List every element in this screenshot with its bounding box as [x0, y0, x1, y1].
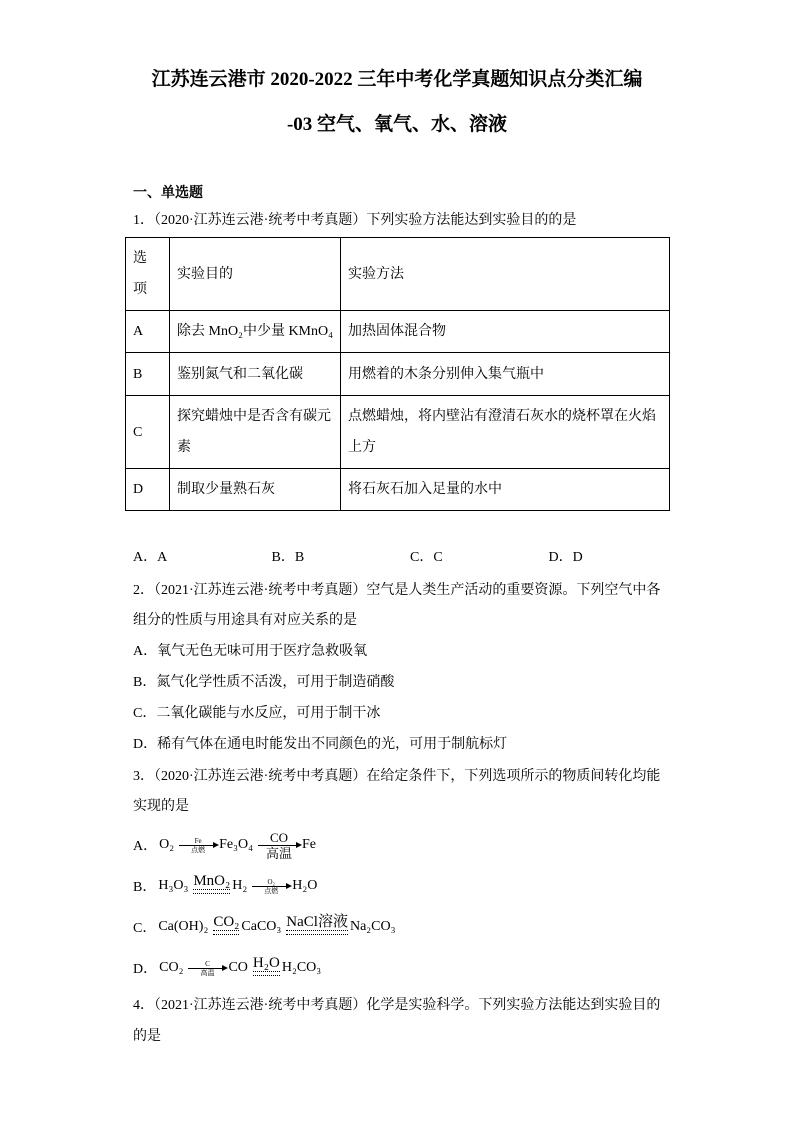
- formula: H₂: [232, 878, 248, 893]
- choice-letter: D．: [133, 962, 158, 977]
- row-option: B: [126, 353, 170, 396]
- row-method: 加热固体混合物: [341, 311, 670, 353]
- formula: Na₂CO₃: [349, 919, 396, 934]
- q3-choice-b: [133, 866, 319, 906]
- q1-choice-c: C．C: [410, 550, 443, 565]
- q1-table: [125, 237, 670, 511]
- reaction-arrow-icon: [188, 960, 226, 977]
- q1-choices: [133, 548, 687, 568]
- formula: H₂CO₃: [281, 960, 322, 975]
- row-method: 用燃着的木条分别伸入集气瓶中: [341, 353, 670, 396]
- reaction-arrow-icon: [252, 878, 290, 895]
- row-method: 将石灰石加入足量的水中: [341, 469, 670, 511]
- q1-choice-d: D．D: [548, 550, 583, 565]
- arrow-bottom-label: 高温: [265, 845, 292, 861]
- q1-choice-a: A．A: [133, 550, 168, 565]
- choice-letter: A．: [133, 839, 158, 854]
- row-purpose: 除去 MnO₂中少量 KMnO₄: [170, 311, 341, 353]
- q2-choice-d: D．稀有气体在通电时能发出不同颜色的光，可用于制航标灯: [133, 737, 508, 752]
- arrow-top-label: Fe: [194, 836, 202, 845]
- table-row: [126, 396, 670, 469]
- q3-stem-line1: 3．（2020·江苏连云港·统考中考真题）在给定条件下，下列选项所示的物质间转化均能: [133, 769, 661, 784]
- row-option: A: [126, 311, 170, 353]
- row-option: C: [126, 396, 170, 469]
- q3-choice-c: [133, 907, 398, 947]
- row-purpose: 制取少量熟石灰: [170, 469, 341, 511]
- formula: CO: [228, 960, 248, 975]
- q1-stem: 1．（2020·江苏连云港·统考中考真题）下列实验方法能达到实验目的的是: [133, 213, 577, 228]
- choice-letter: B．: [133, 880, 157, 895]
- q2-choice-b: B．氮气化学性质不活泼，可用于制造硝酸: [133, 675, 395, 690]
- table-row: [126, 353, 670, 396]
- q3-choice-a: [133, 825, 318, 865]
- formula: CO₂: [159, 960, 184, 975]
- formula: Ca(OH)₂: [158, 919, 209, 934]
- arrow-bottom-label: 高温: [200, 968, 215, 977]
- formula: CaCO₃: [241, 919, 282, 934]
- q3-stem-line2: 实现的是: [133, 799, 189, 814]
- formula: H₃O₃: [158, 878, 189, 893]
- reaction-arrow-icon: [258, 830, 300, 861]
- header-purpose: 实验目的: [170, 238, 341, 311]
- q4-stem-line2: 的是: [133, 1029, 161, 1044]
- row-purpose: 探究蜡烛中是否含有碳元素: [170, 396, 341, 469]
- reaction-condition: H₂O: [253, 955, 280, 976]
- formula: O₂: [159, 837, 175, 852]
- arrow-top-label: CO: [269, 829, 289, 845]
- table-header-row: [126, 238, 670, 311]
- q4-stem-line1: 4．（2021·江苏连云港·统考中考真题）化学是实验科学。下列实验方法能达到实验目的: [133, 998, 661, 1013]
- arrow-top-label: O₂: [267, 877, 275, 886]
- arrow-bottom-label: 点燃: [191, 845, 206, 854]
- q3-choice-d: [133, 948, 323, 988]
- header-option: [126, 238, 170, 311]
- q2-choice-a: A．氧气无色无味可用于医疗急救吸氧: [133, 644, 368, 659]
- header-method: 实验方法: [341, 238, 670, 311]
- formula: Fe₃O₄: [219, 837, 253, 852]
- reaction-condition: NaCl溶液: [286, 914, 348, 935]
- reaction-arrow-icon: [179, 837, 217, 854]
- formula: H₂O: [292, 878, 318, 893]
- row-purpose: 鉴别氮气和二氧化碳: [170, 353, 341, 396]
- q1-choice-b: B．B: [271, 550, 305, 565]
- q2-choice-c: C．二氧化碳能与水反应，可用于制干冰: [133, 706, 381, 721]
- q2-stem-line1: 2．（2021·江苏连云港·统考中考真题）空气是人类生产活动的重要资源。下列空气中各: [133, 583, 661, 598]
- document-title-line2: -03 空气、氧气、水、溶液: [286, 114, 508, 135]
- table-row: [126, 311, 670, 353]
- choice-letter: C．: [133, 921, 157, 936]
- arrow-top-label: C: [205, 959, 210, 968]
- row-method: 点燃蜡烛，将内壁沾有澄清石灰水的烧杯罩在火焰上方: [341, 396, 670, 469]
- reaction-condition: MnO₂: [193, 873, 230, 894]
- document-title-line1: 江苏连云港市 2020-2022 三年中考化学真题知识点分类汇编: [151, 69, 643, 90]
- header-option-text: 选项: [133, 251, 147, 297]
- formula: Fe: [302, 837, 316, 852]
- section-heading: 一、单选题: [133, 186, 203, 201]
- reaction-condition: CO₂: [213, 914, 239, 935]
- q2-stem-line2: 组分的性质与用途具有对应关系的是: [133, 613, 357, 628]
- row-option: D: [126, 469, 170, 511]
- arrow-bottom-label: 点燃: [264, 886, 279, 895]
- table-row: [126, 469, 670, 511]
